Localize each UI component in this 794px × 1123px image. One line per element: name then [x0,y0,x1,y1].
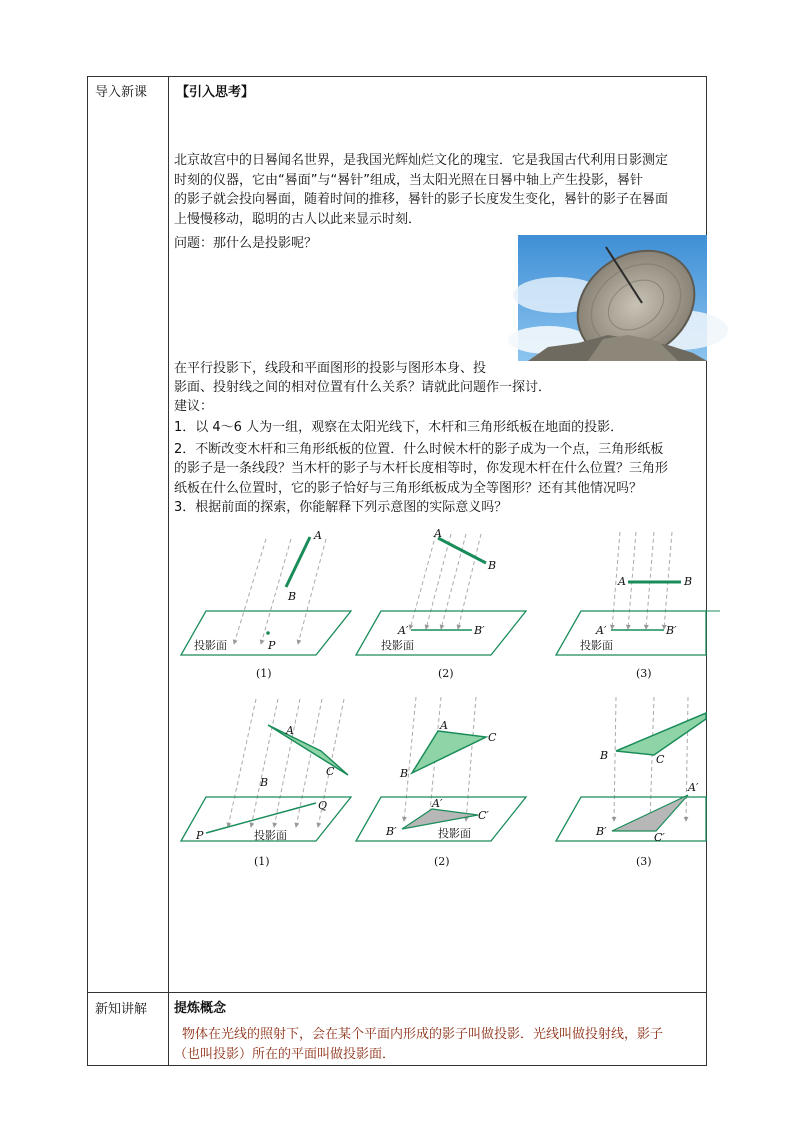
figure-2-1 [181,699,351,868]
label-C-prime: C′ [654,831,665,844]
question2-line2: 影面、投射线之间的相对位置有什么关系？请就此问题作一探讨． [174,380,552,395]
label-B: B [488,559,497,572]
label-P: P [268,639,276,652]
label-A-prime: A′ [688,781,699,794]
label-C-prime: C′ [478,809,489,822]
label-Q: Q [318,799,328,812]
label-B-prime: B′ [386,825,397,838]
question-text: 问题：那什么是投影呢？ [174,236,318,251]
caption: (1) [254,855,270,868]
figure-2-3 [556,697,706,868]
suggestion-item: 的影子是一条线段？当木杆的影子与木杆长度相等时，你发现木杆在什么位置？三角形 [174,461,669,476]
suggestion-item: 1．以 4～6 人为一组，观察在太阳光线下，木杆和三角形纸板在地面的投影． [174,420,624,435]
plane-label: 投影面 [381,639,414,652]
suggestion-title: 建议： [174,399,214,414]
row-label-new-knowledge: 新知讲解 [95,1002,148,1017]
caption: (3) [636,667,652,680]
figure-2-2 [356,697,526,868]
plane-label: 投影面 [438,827,471,840]
caption: (1) [256,667,272,680]
intro-paragraph [174,151,668,229]
column-divider [168,77,169,1065]
row-divider [88,992,706,993]
suggestion-items [174,418,668,518]
label-C: C [326,765,335,778]
label-B: B [260,776,269,789]
figure-1-1 [181,529,351,680]
concept-heading: 提炼概念 [174,1001,227,1016]
label-B: B [400,767,409,780]
label-B: B [684,575,693,588]
label-C: C [488,731,497,744]
label-A: A [440,719,448,732]
row-label-intro: 导入新课 [95,85,148,100]
paragraph-line: 北京故宫中的日晷闻名世界，是我国光辉灿烂文化的瑰宝．它是我国古代利用日影测定 [174,153,669,168]
suggestion-item: 3．根据前面的探索，你能解释下列示意图的实际意义吗？ [174,500,508,515]
label-A: A [434,527,442,540]
concept-line2: （也叫投影）所在的平面叫做投影面． [174,1047,396,1062]
suggestion-item: 2．不断改变木杆和三角形纸板的位置．什么时候木杆的影子成为一个点，三角形纸板 [174,441,664,457]
paragraph-line: 上慢慢移动，聪明的古人以此来显示时刻． [174,211,422,227]
label-A-prime: A′ [432,797,443,810]
question2-line1: 在平行投影下，线段和平面图形的投影与图形本身、投 [174,361,487,376]
plane-label: 投影面 [254,829,287,842]
caption: (2) [438,667,454,680]
label-A-prime: A′ [596,624,607,637]
intro-heading: 【引入思考】 [176,85,255,100]
caption: (3) [636,855,652,868]
sundial-photo [518,235,707,361]
label-A: A [314,529,322,542]
concept-line1: 物体在光线的照射下，会在某个平面内形成的影子叫做投影．光线叫做投射线，影子 [182,1027,664,1042]
label-A: A [618,575,626,588]
label-B-prime: B′ [666,624,677,637]
label-C: C [656,753,665,766]
paragraph-line: 时刻的仪器，它由“晷面”与“晷针”组成，当太阳光照在日晷中轴上产生投影，晷针 [174,172,643,188]
label-B: B [600,749,609,762]
label-P: P [196,829,204,842]
figure-1-2 [356,527,526,680]
suggestion-item: 纸板在什么位置时，它的影子恰好与三角形纸板成为全等图形？还有其他情况吗？ [174,480,643,496]
projection-figures [176,527,706,868]
label-B-prime: B′ [596,825,607,838]
figure-1-3 [556,532,720,680]
label-A-prime: A′ [398,624,409,637]
caption: (2) [434,855,450,868]
label-B-prime: B′ [474,624,485,637]
lesson-table [87,76,707,1066]
paragraph-line: 的影子就会投向晷面，随着时间的推移，晷针的影子长度发生变化，晷针的影子在晷面 [174,192,669,207]
label-B: B [288,590,297,603]
plane-label: 投影面 [580,639,613,652]
label-A: A [286,724,294,737]
plane-label: 投影面 [194,639,227,652]
